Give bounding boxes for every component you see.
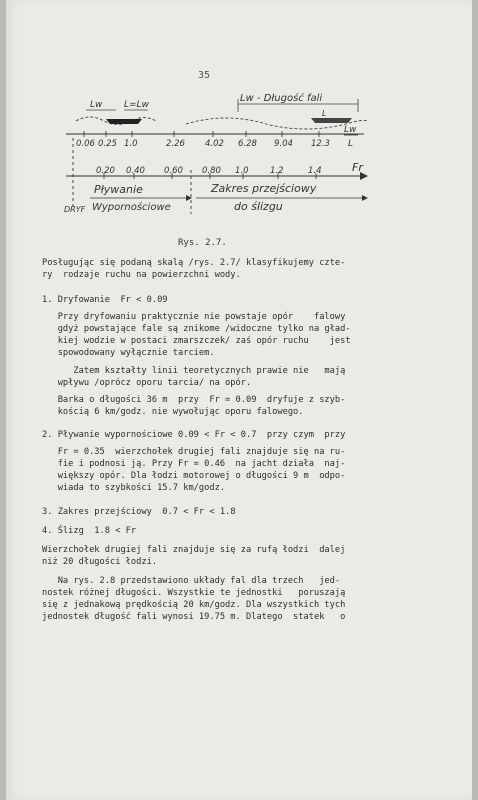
text-line: 2. Pływanie wypornościowe 0.09 < Fr < 0.7 przy czym przy [42, 430, 346, 440]
bottom-tick-label: 1.0 [235, 166, 249, 176]
lw-over-l-den: L [348, 139, 354, 149]
text-line: Na rys. 2.8 przedstawiono układy fal dla trzech jed- [42, 576, 341, 586]
text-line: 1. Dryfowanie Fr < 0.09 [42, 295, 168, 305]
text-line: 4. Ślizg 1.8 < Fr [42, 526, 137, 536]
text-line: Zatem kształty linii teoretycznych prawie nie mają [42, 366, 346, 376]
boat-l-label: L [322, 109, 327, 118]
figure-caption: Rys. 2.7. [178, 238, 227, 248]
top-tick-label: 4.02 [205, 139, 224, 149]
page-number: 35 [198, 70, 211, 81]
wave-length-label: Lw - Długość fali [240, 93, 323, 104]
bottom-tick-label: 0.40 [126, 166, 145, 176]
text-line: Przy dryfowaniu praktycznie nie powstaje opór falowy [42, 312, 346, 322]
text-line: wpływu /oprócz oporu tarcia/ na opór. [42, 378, 252, 388]
do-slizgu-label: do ślizgu [234, 200, 283, 213]
lw-left-label: Lw [90, 100, 103, 110]
text-line: ry rodzaje ruchu na powierzchni wody. [42, 270, 241, 280]
text-line: Posługując się podaną skalą /rys. 2.7/ klasyfikujemy czte- [42, 258, 346, 268]
text-line: gdyż powstające fale są znikome /widoczne tylko na gład- [42, 324, 351, 334]
text-line: nostek różnej długości. Wszystkie te jednostki poruszają [42, 588, 346, 598]
text-line: fie i podnosi ją. Przy Fr = 0.46 na jacht działa naj- [42, 459, 346, 469]
text-line: większy opór. Dla łodzi motorowej o długości 9 m odpo- [42, 471, 346, 481]
top-tick-label: 1.0 [124, 139, 138, 149]
text-line: Barka o długości 36 m przy Fr = 0.09 dryfuje z szyb- [42, 395, 346, 405]
top-tick-label: 12.3 [311, 139, 330, 149]
froude-scale-figure [6, 0, 472, 230]
wypornosciowe-label: Wypornościowe [92, 202, 171, 213]
lw-over-l-num: Lw [344, 125, 357, 135]
l-eq-lw-label: L=Lw [124, 100, 149, 110]
text-line: niż 20 długości łodzi. [42, 557, 158, 567]
bottom-tick-label: 1.2 [270, 166, 284, 176]
bottom-tick-label: 1.4 [308, 166, 322, 176]
text-line: Wierzchołek drugiej fali znajduje się za rufą łodzi dalej [42, 545, 346, 555]
fr-label: Fr [352, 161, 363, 174]
text-line: kiej wodzie w postaci zmarszczek/ zaś opór ruchu jest [42, 336, 351, 346]
text-line: jednostek długość fali wynosi 19.75 m. Dlatego statek o [42, 612, 346, 622]
text-line: Fr = 0.35 wierzchołek drugiej fali znajduje się na ru- [42, 447, 346, 457]
boat-large [311, 118, 352, 123]
document-page [6, 0, 472, 800]
text-line: się z jednakową prędkością 20 km/godz. Dla wszystkich tych [42, 600, 346, 610]
top-tick-label: 0.06 [76, 139, 95, 149]
top-tick-label: 9.04 [274, 139, 293, 149]
boat-small [106, 119, 142, 124]
text-line: kością 6 km/godz. nie wywołując oporu falowego. [42, 407, 304, 417]
plywanie-label: Pływanie [94, 183, 143, 196]
bottom-tick-label: 0.60 [164, 166, 183, 176]
top-tick-label: 6.28 [238, 139, 257, 149]
bottom-tick-label: 0.20 [96, 166, 115, 176]
text-line: wiada to szybkości 15.7 km/godz. [42, 483, 226, 493]
top-tick-label: 0.25 [98, 139, 117, 149]
top-tick-label: 2.26 [166, 139, 185, 149]
bottom-tick-label: 0.80 [202, 166, 221, 176]
text-line: 3. Zakres przejściowy 0.7 < Fr < 1.8 [42, 507, 236, 517]
text-line: spowodowany wyłącznie tarciem. [42, 348, 215, 358]
zakres-label: Zakres przejściowy [211, 182, 317, 195]
dryf-label: DRYF [64, 205, 86, 214]
